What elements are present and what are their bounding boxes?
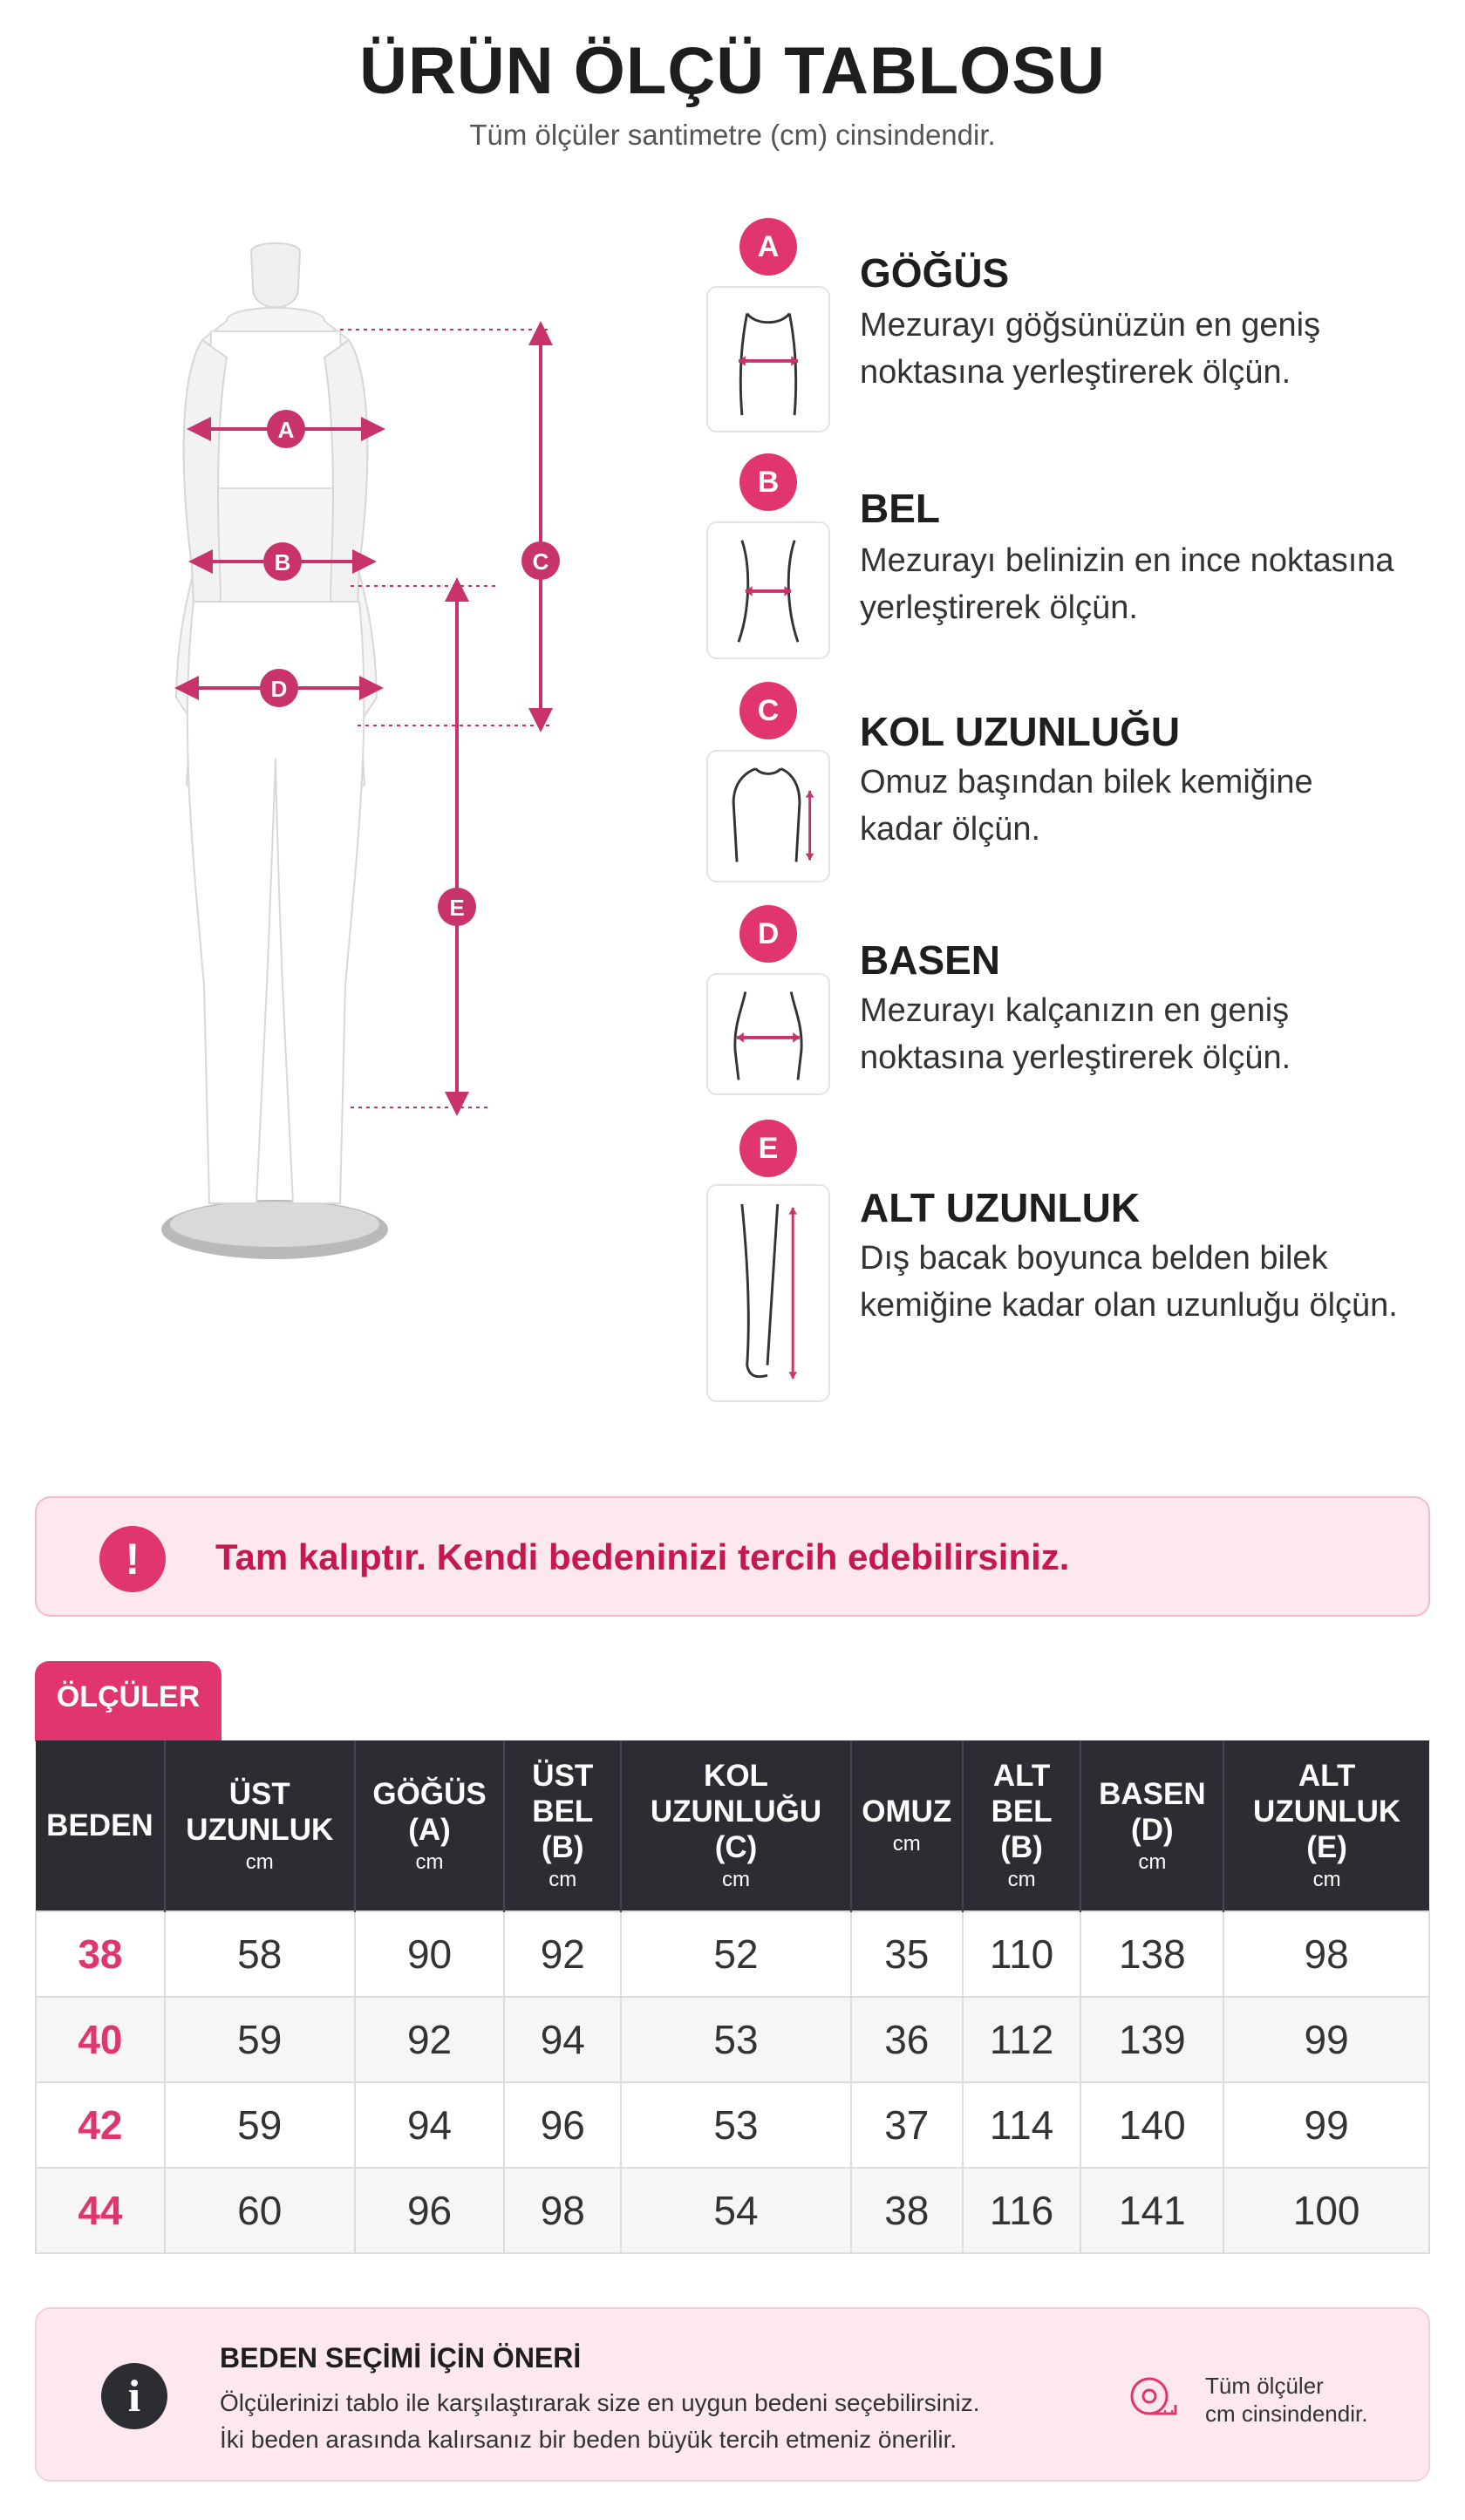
exclamation-icon: ! <box>99 1526 166 1592</box>
tip-unit-note-line2: cm cinsindendir. <box>1205 2401 1368 2427</box>
table-cell: 141 <box>1080 2168 1223 2253</box>
page-subtitle: Tüm ölçüler santimetre (cm) cinsindendir. <box>469 119 996 151</box>
table-cell: 53 <box>621 2082 851 2168</box>
measure-title-leg: ALT UZUNLUK <box>860 1185 1141 1230</box>
tip-unit-note-line1: Tüm ölçüler <box>1205 2373 1324 2399</box>
table-cell: 94 <box>504 1997 621 2082</box>
table-cell: 140 <box>1080 2082 1223 2168</box>
table-cell: 35 <box>851 1911 963 1997</box>
table-row <box>36 2082 1429 2168</box>
measure-desc-leg-line1: Dış bacak boyunca belden bilek <box>860 1240 1328 1277</box>
measure-desc-chest <box>860 302 1453 396</box>
figure-badge-b-text: B <box>274 549 291 576</box>
measure-badge-a: A <box>739 218 797 276</box>
table-header-row <box>36 1740 1429 1911</box>
page-title: ÜRÜN ÖLÇÜ TABLOSU <box>359 34 1106 108</box>
table-cell: 58 <box>165 1911 355 1997</box>
table-cell: 92 <box>355 1997 505 2082</box>
table-cell: 94 <box>355 2082 505 2168</box>
measure-desc-leg-line2: kemiğine kadar olan uzunluğu ölçün. <box>860 1287 1398 1324</box>
figure-badge-a-text: A <box>277 417 295 443</box>
figure-badge-d-text: D <box>270 676 288 702</box>
measure-badge-e: E <box>739 1120 797 1177</box>
header-top-length: ÜST UZUNLUK cm <box>165 1740 355 1911</box>
measure-item-arm <box>706 682 1456 900</box>
measuring-tape-icon <box>1127 2370 1181 2424</box>
table-row <box>36 1997 1429 2082</box>
header-chest: GÖĞÜS (A) cm <box>355 1740 505 1911</box>
table-cell: 96 <box>504 2082 621 2168</box>
leg-length-icon <box>706 1184 830 1402</box>
measure-badge-c: C <box>739 682 797 739</box>
table-row <box>36 1911 1429 1997</box>
figure-badge-a <box>267 410 305 448</box>
header-lower-waist: ALT BEL (B) cm <box>963 1740 1081 1911</box>
figure-badge-c-text: C <box>532 548 549 575</box>
table-cell: 90 <box>355 1911 505 1997</box>
size-table <box>35 1740 1430 2254</box>
tip-unit-note <box>1205 2372 1367 2428</box>
size-cell: 38 <box>36 1911 165 1997</box>
mannequin-illustration <box>96 235 602 1273</box>
waist-measure-icon <box>706 521 830 659</box>
measure-desc-arm-line1: Omuz başından bilek kemiğine <box>860 764 1313 800</box>
measure-item-chest <box>706 218 1456 445</box>
header-hip: BASEN (D) cm <box>1080 1740 1223 1911</box>
table-cell: 139 <box>1080 1997 1223 2082</box>
measure-desc-arm-line2: kadar ölçün. <box>860 811 1041 848</box>
table-cell: 110 <box>963 1911 1081 1997</box>
table-cell: 52 <box>621 1911 851 1997</box>
header-size: BEDEN <box>36 1740 165 1911</box>
measure-title-arm: KOL UZUNLUĞU <box>860 709 1181 754</box>
table-cell: 99 <box>1223 2082 1429 2168</box>
table-cell: 54 <box>621 2168 851 2253</box>
table-cell: 59 <box>165 2082 355 2168</box>
table-cell: 138 <box>1080 1911 1223 1997</box>
measure-item-hip <box>706 905 1456 1114</box>
measure-desc-hip-line2: noktasına yerleştirerek ölçün. <box>860 1039 1291 1076</box>
table-cell: 37 <box>851 2082 963 2168</box>
header-arm-length: KOL UZUNLUĞU (C) cm <box>621 1740 851 1911</box>
table-cell: 92 <box>504 1911 621 1997</box>
table-cell: 96 <box>355 2168 505 2253</box>
header-bottom-length: ALT UZUNLUK (E) cm <box>1223 1740 1429 1911</box>
table-cell: 112 <box>963 1997 1081 2082</box>
chest-measure-icon <box>706 286 830 432</box>
arm-length-icon <box>706 750 830 882</box>
table-tab-label: ÖLÇÜLER <box>35 1661 221 1741</box>
figure-badge-c <box>521 541 560 580</box>
table-cell: 38 <box>851 2168 963 2253</box>
measure-desc-hip <box>860 987 1453 1081</box>
measure-title-waist: BEL <box>860 486 940 531</box>
figure-badge-e-text: E <box>449 895 465 921</box>
measure-desc-chest-line1: Mezurayı göğsünüzün en geniş <box>860 307 1321 344</box>
measure-badge-d: D <box>739 905 797 963</box>
mannequin-figure <box>96 235 602 1273</box>
fit-alert <box>35 1496 1430 1617</box>
table-cell: 114 <box>963 2082 1081 2168</box>
fit-alert-text: Tam kalıptır. Kendi bedeninizi tercih edebilirsiniz. <box>215 1536 1070 1577</box>
measure-item-waist <box>706 453 1456 671</box>
tip-title: BEDEN SEÇİMİ İÇİN ÖNERİ <box>220 2342 582 2374</box>
measure-title-hip: BASEN <box>860 937 1001 983</box>
measure-desc-arm <box>860 759 1453 853</box>
measure-badge-b: B <box>739 453 797 511</box>
table-cell: 99 <box>1223 1997 1429 2082</box>
table-cell: 98 <box>1223 1911 1429 1997</box>
figure-badge-b <box>263 542 302 581</box>
size-cell: 44 <box>36 2168 165 2253</box>
figure-badge-d <box>260 669 298 707</box>
figure-badge-e <box>438 888 476 926</box>
header-shoulder: OMUZ cm <box>851 1740 963 1911</box>
table-cell: 98 <box>504 2168 621 2253</box>
header-upper-waist: ÜST BEL (B) cm <box>504 1740 621 1911</box>
tip-text-line1: Ölçülerinizi tablo ile karşılaştırarak size en uygun bedeni seçebilirsiniz. <box>220 2389 980 2416</box>
table-row <box>36 2168 1429 2253</box>
measure-desc-hip-line1: Mezurayı kalçanızın en geniş <box>860 992 1290 1029</box>
tip-text-line2: İki beden arasında kalırsanız bir beden büyük tercih etmeniz önerilir. <box>220 2426 957 2453</box>
measure-desc-waist <box>860 537 1453 631</box>
measure-desc-waist-line2: yerleştirerek ölçün. <box>860 589 1138 626</box>
table-cell: 36 <box>851 1997 963 2082</box>
measure-desc-chest-line2: noktasına yerleştirerek ölçün. <box>860 354 1291 391</box>
measure-desc-leg <box>860 1235 1453 1329</box>
table-cell: 100 <box>1223 2168 1429 2253</box>
size-cell: 42 <box>36 2082 165 2168</box>
table-cell: 59 <box>165 1997 355 2082</box>
measure-desc-waist-line1: Mezurayı belinizin en ince noktasına <box>860 542 1394 579</box>
table-cell: 60 <box>165 2168 355 2253</box>
table-cell: 116 <box>963 2168 1081 2253</box>
size-tip-box <box>35 2307 1430 2482</box>
size-cell: 40 <box>36 1997 165 2082</box>
table-cell: 53 <box>621 1997 851 2082</box>
measure-item-leg <box>706 1120 1456 1407</box>
hip-measure-icon <box>706 973 830 1095</box>
measure-title-chest: GÖĞÜS <box>860 250 1010 296</box>
info-icon: i <box>101 2363 167 2429</box>
